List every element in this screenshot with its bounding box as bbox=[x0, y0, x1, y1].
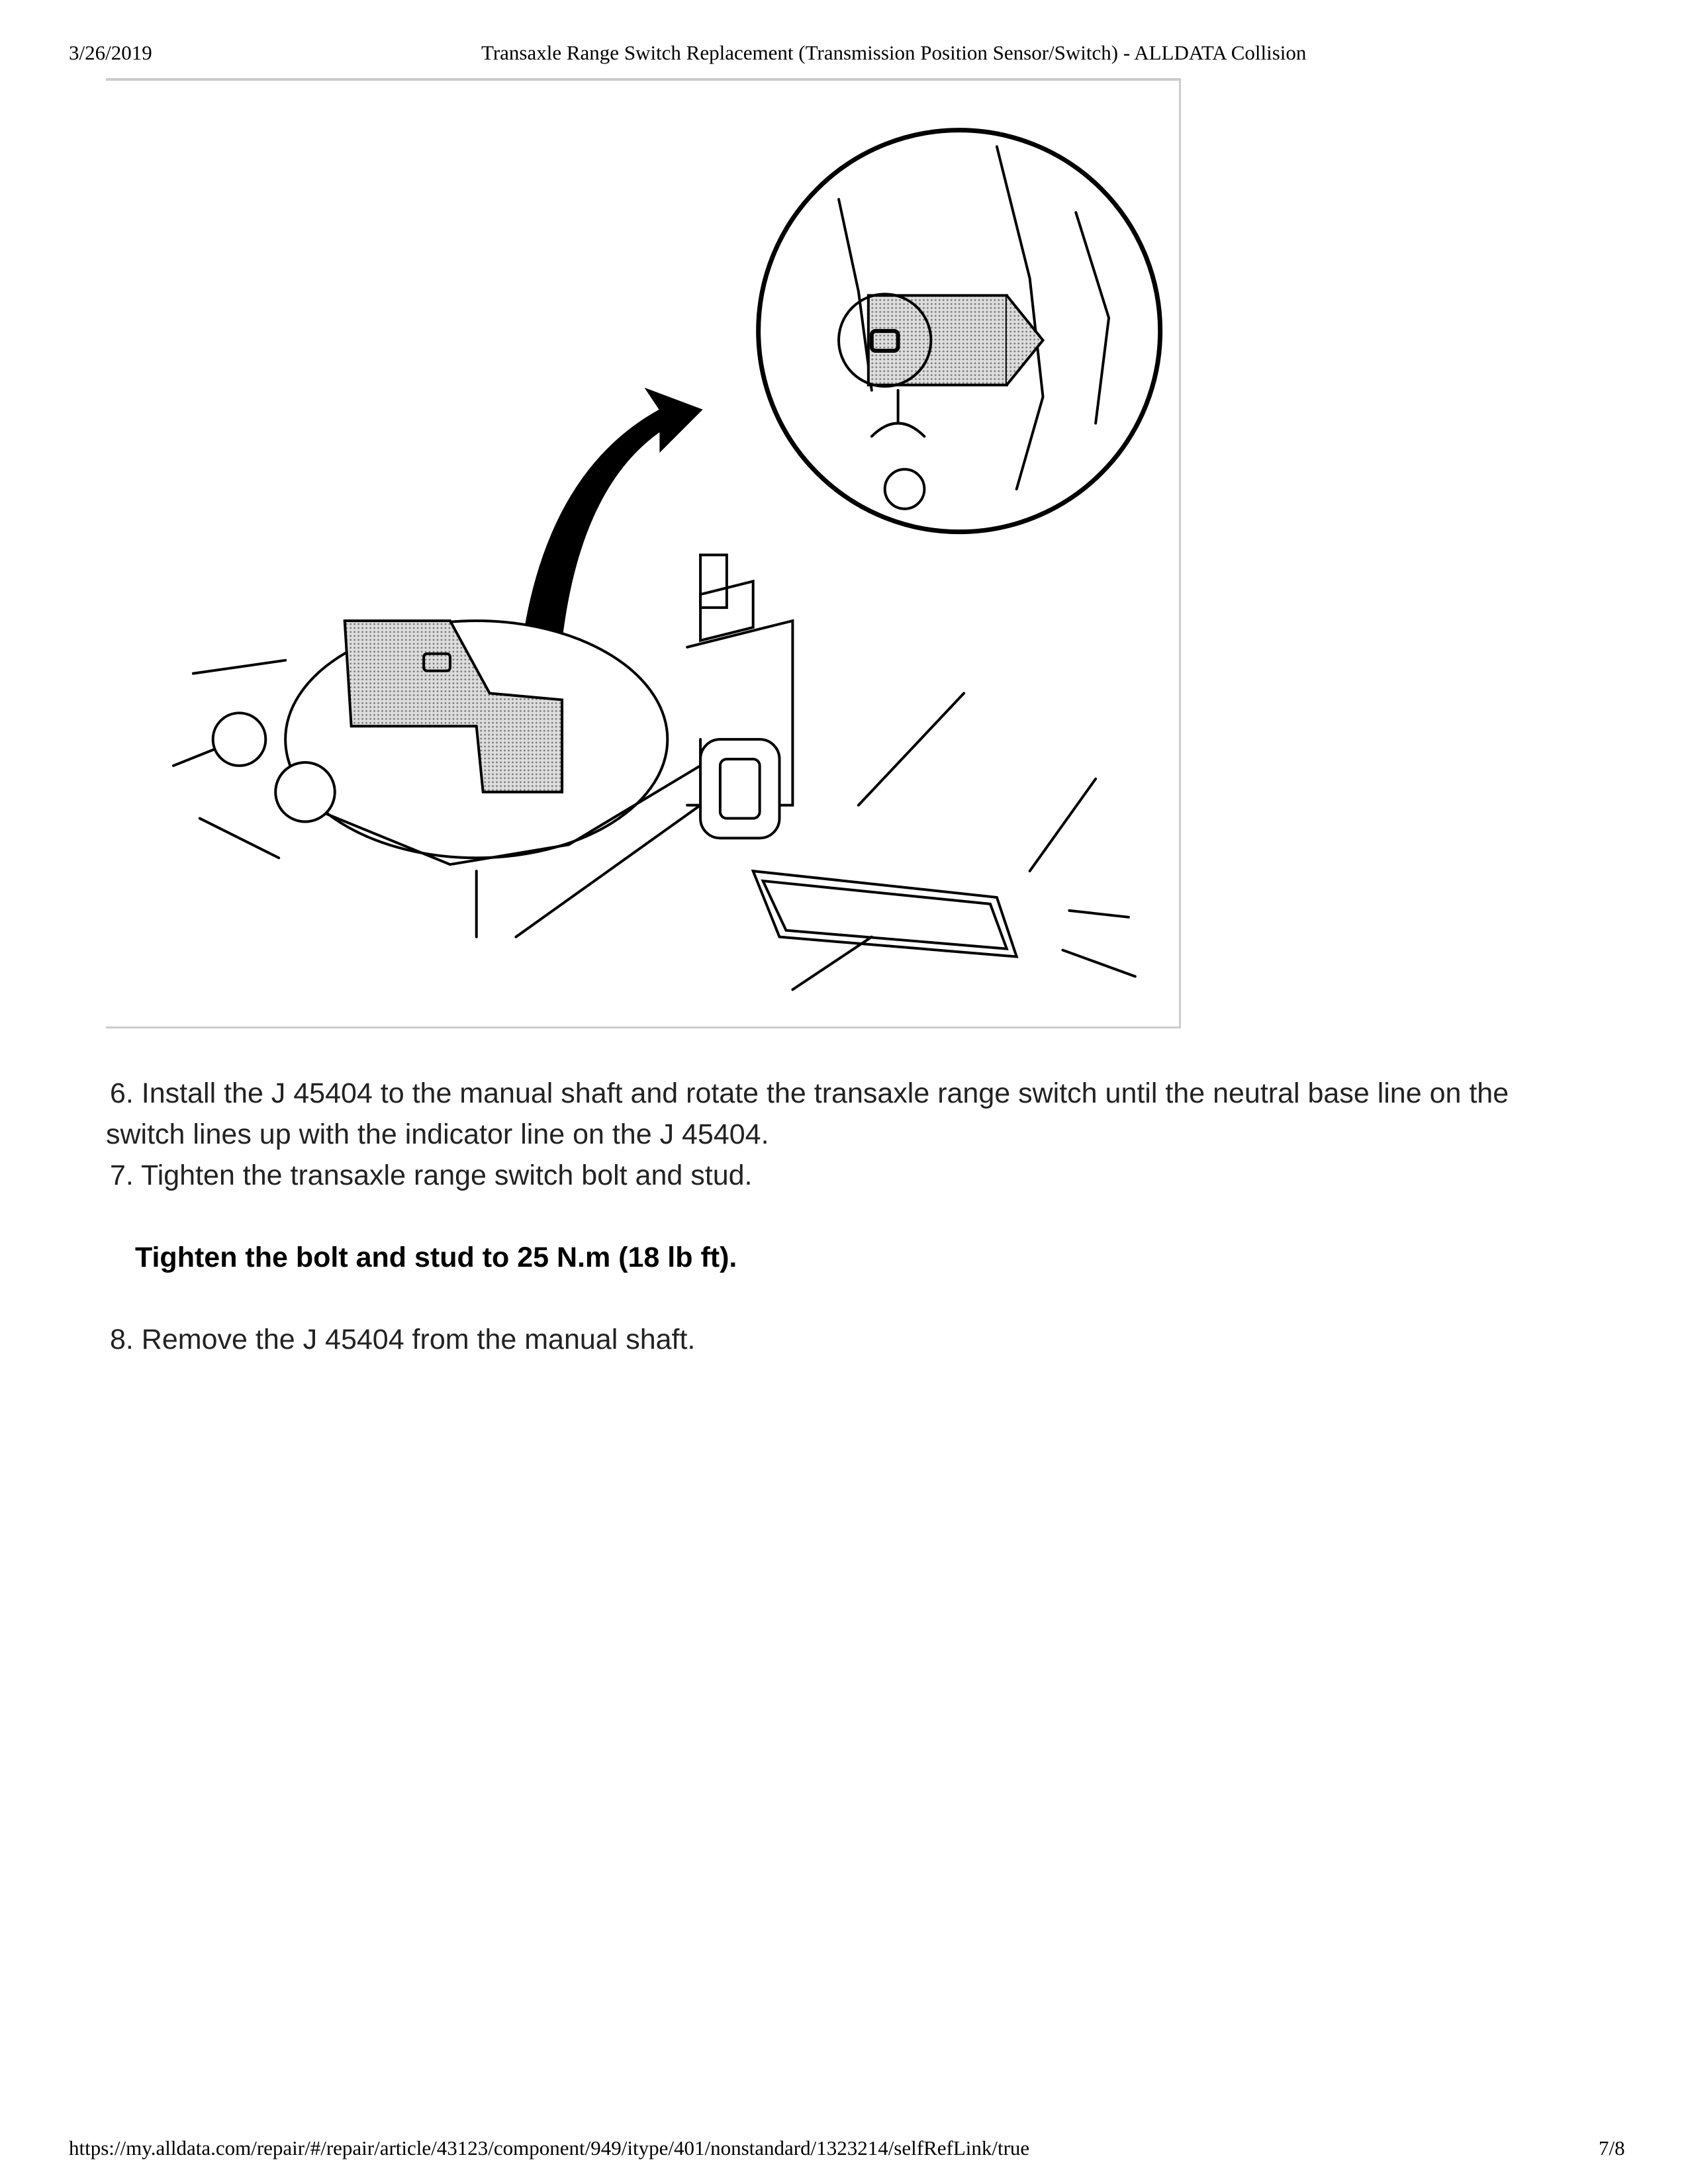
step-7: 7. Tighten the transaxle range switch bolt and stud. bbox=[110, 1160, 753, 1191]
illustration-drawing bbox=[106, 81, 1179, 1026]
step-8: 8. Remove the J 45404 from the manual shaft. bbox=[110, 1324, 696, 1355]
step-6-line-2: switch lines up with the indicator line on the J 45404. bbox=[106, 1118, 769, 1150]
page-number: 7/8 bbox=[1599, 2136, 1625, 2160]
footer-url: https://my.alldata.com/repair/#/repair/article/43123/component/949/itype/401/nonstandard/1323214/selfRefLink/true bbox=[69, 2136, 1030, 2160]
switch-assembly bbox=[173, 555, 1135, 989]
page-title: Transaxle Range Switch Replacement (Transmission Position Sensor/Switch) - ALLDATA Collision bbox=[481, 41, 1307, 64]
detail-magnifier bbox=[759, 130, 1160, 532]
transaxle-range-switch-illustration bbox=[106, 78, 1181, 1028]
torque-spec: Tighten the bolt and stud to 25 N.m (18 lb ft). bbox=[135, 1242, 737, 1273]
step-6-line-1: 6. Install the J 45404 to the manual shaft and rotate the transaxle range switch until the neutral base line on the bbox=[110, 1077, 1509, 1109]
print-date: 3/26/2019 bbox=[69, 41, 152, 64]
